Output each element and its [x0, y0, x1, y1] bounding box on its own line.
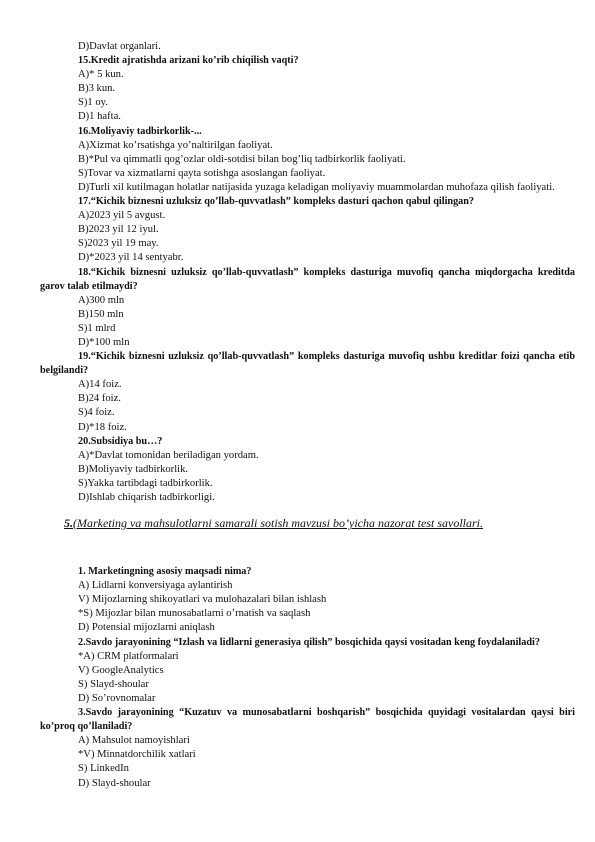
question-19-option-d: D)*18 foiz. [78, 421, 127, 433]
marketing-question-2-option-d: D) So’rovnomalar [78, 692, 156, 704]
question-18-option-a: A)300 mln [78, 294, 125, 306]
section-heading [40, 515, 575, 531]
section-number: 5. [64, 516, 73, 531]
question-16-title: 16.Moliyaviy tadbirkorlik-... [78, 125, 202, 137]
question-15-option-a: A)* 5 kun. [78, 69, 124, 81]
marketing-question-3-option-v: *V) Minnatdorchilik xatlari [78, 749, 196, 761]
question-19-option-b: B)24 foiz. [78, 393, 121, 405]
question-18-option-d: D)*100 mln [78, 336, 130, 348]
question-15-option-s: S)1 oy. [78, 97, 108, 109]
question-19-title: 19.“Kichik biznesni uzluksiz qo’llab-quvvatlash” kompleks dasturiga muvofiq ushbu kreditlar foizi qancha etib belgilandi? [40, 351, 575, 377]
question-19-option-s: S)4 foiz. [78, 407, 115, 419]
question-20-option-d: D)Ishlab chiqarish tadbirkorligi. [78, 492, 215, 503]
question-17-option-b: B)2023 yil 12 iyul. [78, 224, 159, 236]
question-17-option-a: A)2023 yil 5 avgust. [78, 210, 166, 222]
section-title-text: (Marketing va mahsulotlarni samarali sotish mavzusi bo’yicha nazorat test savollari. [73, 516, 483, 531]
marketing-question-1-option-a: A) Lidlarni konversiyaga aylantirish [78, 580, 233, 592]
question-17-option-s: S)2023 yil 19 may. [78, 238, 159, 250]
marketing-question-3-option-s: S) LinkedIn [78, 763, 129, 775]
question-20-title: 20.Subsidiya bu…? [78, 435, 163, 447]
marketing-question-2-title: 2.Savdo jarayonining “Izlash va lidlarni generasiya qilish” bosqichida qaysi vositadan keng foydalaniladi? [78, 636, 540, 648]
marketing-question-2-option-s: S) Slayd-shoular [78, 678, 149, 690]
question-16-option-b: B)*Pul va qimmatli qog’ozlar oldi-sotdisi bilan bog’liq tadbirkorlik faoliyati. [78, 153, 406, 165]
option-line: D)Davlat organlari. [78, 41, 161, 52]
question-16-option-a: A)Xizmat ko’rsatishga yo’naltirilgan faoliyat. [78, 139, 273, 151]
question-19-option-a: A)14 foiz. [78, 379, 122, 391]
question-18-title: 18.“Kichik biznesni uzluksiz qo’llab-quvvatlash” kompleks dasturiga muvofiq qancha miqdorgacha kreditda garov talab etilmaydi? [40, 266, 575, 292]
question-17-title: 17.“Kichik biznesni uzluksiz qo’llab-quvvatlash” kompleks dasturi qachon qabul qilingan? [78, 196, 475, 208]
document-content [40, 40, 575, 791]
marketing-question-1-title: 1. Marketingning asosiy maqsadi nima? [78, 566, 252, 578]
question-18-option-b: B)150 mln [78, 308, 124, 320]
question-20-option-a: A)*Davlat tomonidan beriladigan yordam. [78, 449, 259, 461]
question-16-option-d: D)Turli xil kutilmagan holatlar natijasida yuzaga keladigan moliyaviy muammolardan muhofaza qilish faoliyati. [78, 181, 555, 193]
question-15-option-b: B)3 kun. [78, 83, 116, 95]
marketing-question-1-option-d: D) Potensial mijozlarni aniqlash [78, 622, 215, 634]
marketing-question-3-option-d: D) Slayd-shoular [78, 777, 151, 789]
marketing-question-2-option-a: *A) CRM platformalari [78, 650, 179, 662]
question-15-option-d: D)1 hafta. [78, 111, 121, 123]
marketing-question-2-option-v: V) GoogleAnalytics [78, 664, 164, 676]
marketing-question-1-option-s: *S) Mijozlar bilan munosabatlarni o’rnatish va saqlash [78, 608, 311, 620]
question-20-option-b: B)Moliyaviy tadbirkorlik. [78, 463, 189, 475]
question-20-option-s: S)Yakka tartibdagi tadbirkorlik. [78, 477, 213, 489]
spacer [40, 549, 575, 565]
marketing-question-3-option-a: A) Mahsulot namoyishlari [78, 735, 190, 747]
question-18-option-s: S)1 mlrd [78, 322, 116, 334]
marketing-question-1-option-v: V) Mijozlarning shikoyatlari va mulohazalari bilan ishlash [78, 594, 327, 606]
question-16-option-s: S)Tovar va xizmatlarni qayta sotishga asoslangan faoliyat. [78, 167, 326, 179]
question-15-title: 15.Kredit ajratishda arizani ko’rib chiqilish vaqti? [78, 55, 299, 67]
marketing-question-3-title: 3.Savdo jarayonining “Kuzatuv va munosabatlarni boshqarish” bosqichida quyidagi vositalardan qaysi biri ko’proq qo’llaniladi? [40, 707, 575, 733]
question-17-option-d: D)*2023 yil 14 sentyabr. [78, 252, 184, 264]
